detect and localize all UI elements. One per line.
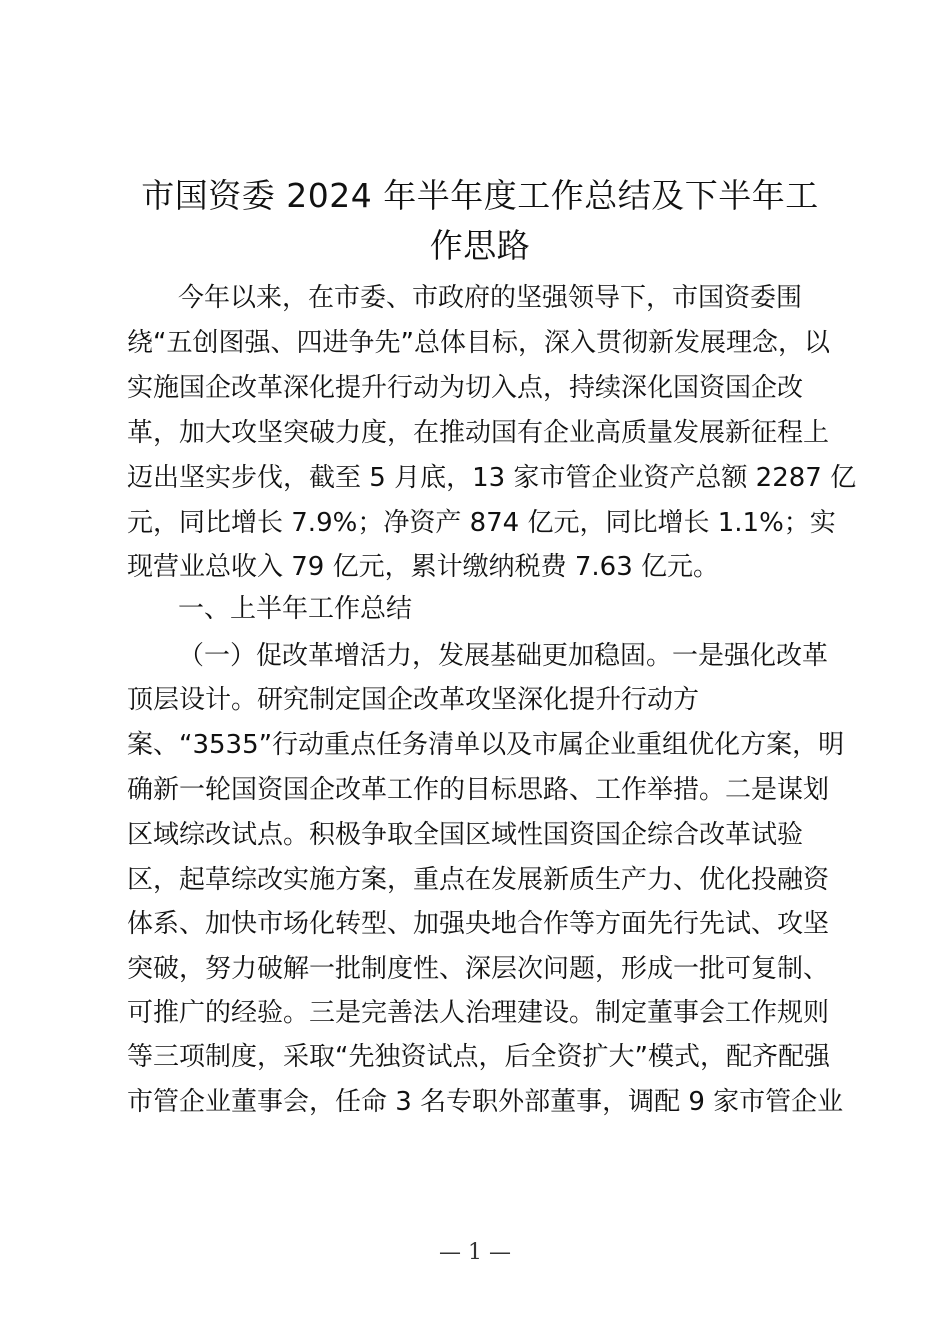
paragraph-line: 等三项制度，采取“先独资试点，后全资扩大”模式，配齐配强 (127, 1042, 830, 1072)
paragraph-line: 顶层设计。研究制定国企改革攻坚深化提升行动方 (127, 685, 700, 715)
document-title-line-1: 市国资委 2024 年半年度工作总结及下半年工 (141, 176, 819, 215)
paragraph-line: 革，加大攻坚突破力度，在推动国有企业高质量发展新征程上 (127, 418, 830, 448)
paragraph-line: 区，起草综改实施方案，重点在发展新质生产力、优化投融资 (127, 865, 830, 895)
paragraph-line: 元，同比增长 7.9%；净资产 874 亿元，同比增长 1.1%；实 (127, 508, 836, 538)
paragraph-line: 体系、加快市场化转型、加强央地合作等方面先行先试、攻坚 (127, 909, 830, 939)
paragraph-line: 现营业总收入 79 亿元，累计缴纳税费 7.63 亿元。 (127, 552, 720, 582)
document-title-line-2: 作思路 (429, 226, 531, 265)
paragraph-line: 绕“五创图强、四进争先”总体目标，深入贯彻新发展理念，以 (127, 328, 830, 358)
paragraph-line: 可推广的经验。三是完善法人治理建设。制定董事会工作规则 (127, 998, 830, 1028)
paragraph-line: 实施国企改革深化提升行动为切入点，持续深化国资国企改 (127, 373, 804, 403)
paragraph-line: （一）促改革增活力，发展基础更加稳固。一是强化改革 (178, 641, 829, 671)
paragraph-line: 确新一轮国资国企改革工作的目标思路、工作举措。二是谋划 (127, 775, 830, 805)
paragraph-line: 今年以来，在市委、市政府的坚强领导下，市国资委围 (178, 283, 803, 313)
paragraph-line: 区域综改试点。积极争取全国区域性国资国企综合改革试验 (127, 820, 804, 850)
paragraph-line: 迈出坚实步伐，截至 5 月底，13 家市管企业资产总额 2287 亿 (127, 463, 857, 493)
page-number: — 1 — (439, 1240, 511, 1265)
paragraph-line: 突破，努力破解一批制度性、深层次问题，形成一批可复制、 (127, 954, 830, 984)
paragraph-line: 市管企业董事会，任命 3 名专职外部董事，调配 9 家市管企业 (127, 1087, 844, 1117)
paragraph-line: 案、“3535”行动重点任务清单以及市属企业重组优化方案，明 (127, 730, 845, 760)
section-heading: 一、上半年工作总结 (178, 594, 413, 624)
